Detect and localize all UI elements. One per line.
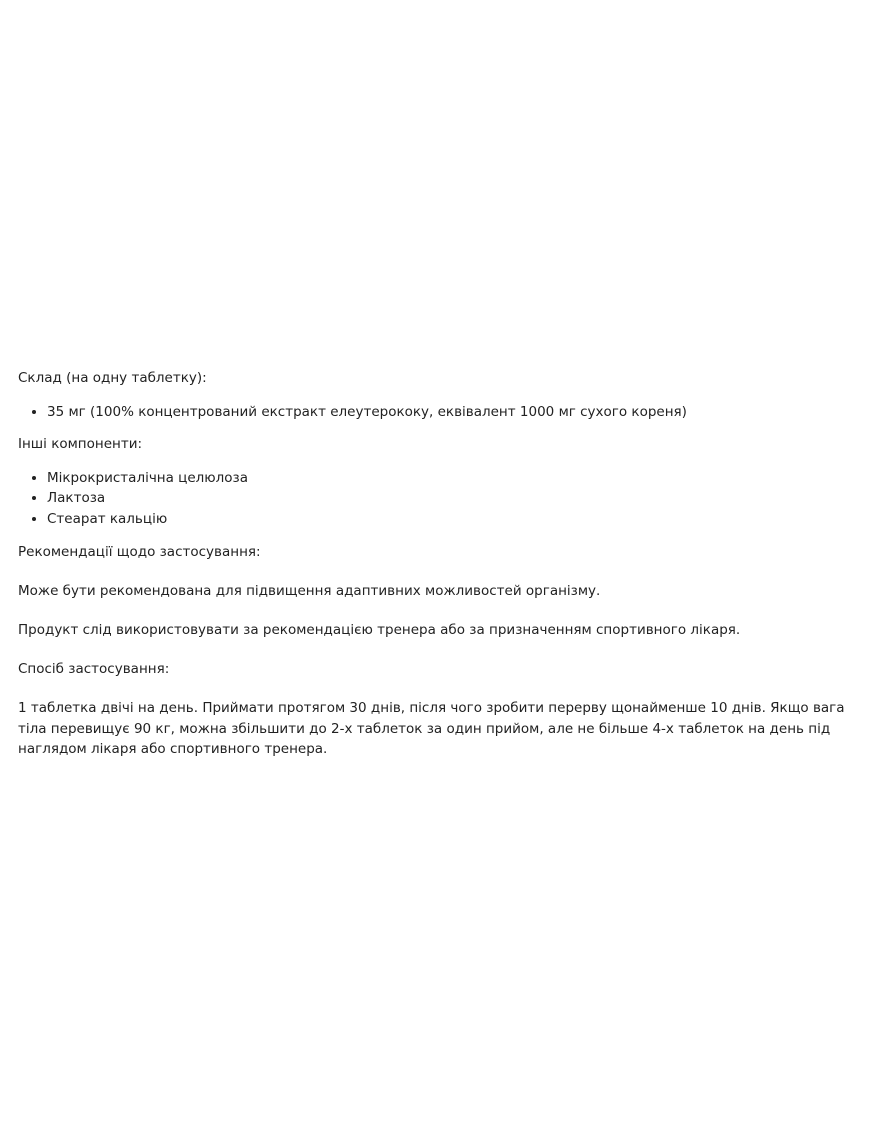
other-components-heading: Інші компоненти: <box>18 436 143 453</box>
recommendations-paragraph: Продукт слід використовувати за рекомендацією тренера або за призначенням спортивного лікаря. <box>18 621 741 638</box>
list-item: • 35 мг (100% концентрований екстракт елеутерококу, еквівалент 1000 мг сухого кореня) <box>47 402 858 423</box>
product-description <box>18 368 858 778</box>
recommendations-heading: Рекомендації щодо застосування: <box>18 543 261 560</box>
list-item: • Лактоза <box>47 488 858 509</box>
usage-paragraph: 1 таблетка двічі на день. Приймати протягом 30 днів, після чого зробити перерву щонайменше 10 днів. Якщо вага тіла перевищує 90 кг, можна збільшити до 2-х таблеток за один прийом, але не більше 4-х таблеток на день під наглядом лікаря або спортивного тренера. <box>18 699 845 758</box>
recommendations-paragraph: Може бути рекомендована для підвищення адаптивних можливостей організму. <box>18 582 601 599</box>
usage-heading: Спосіб застосування: <box>18 660 170 677</box>
list-item: • Стеарат кальцію <box>47 509 858 530</box>
list-item: • Мікрокристалічна целюлоза <box>47 468 858 489</box>
composition-heading: Склад (на одну таблетку): <box>18 370 207 386</box>
other-components-list <box>18 468 858 530</box>
composition-list <box>18 402 858 423</box>
